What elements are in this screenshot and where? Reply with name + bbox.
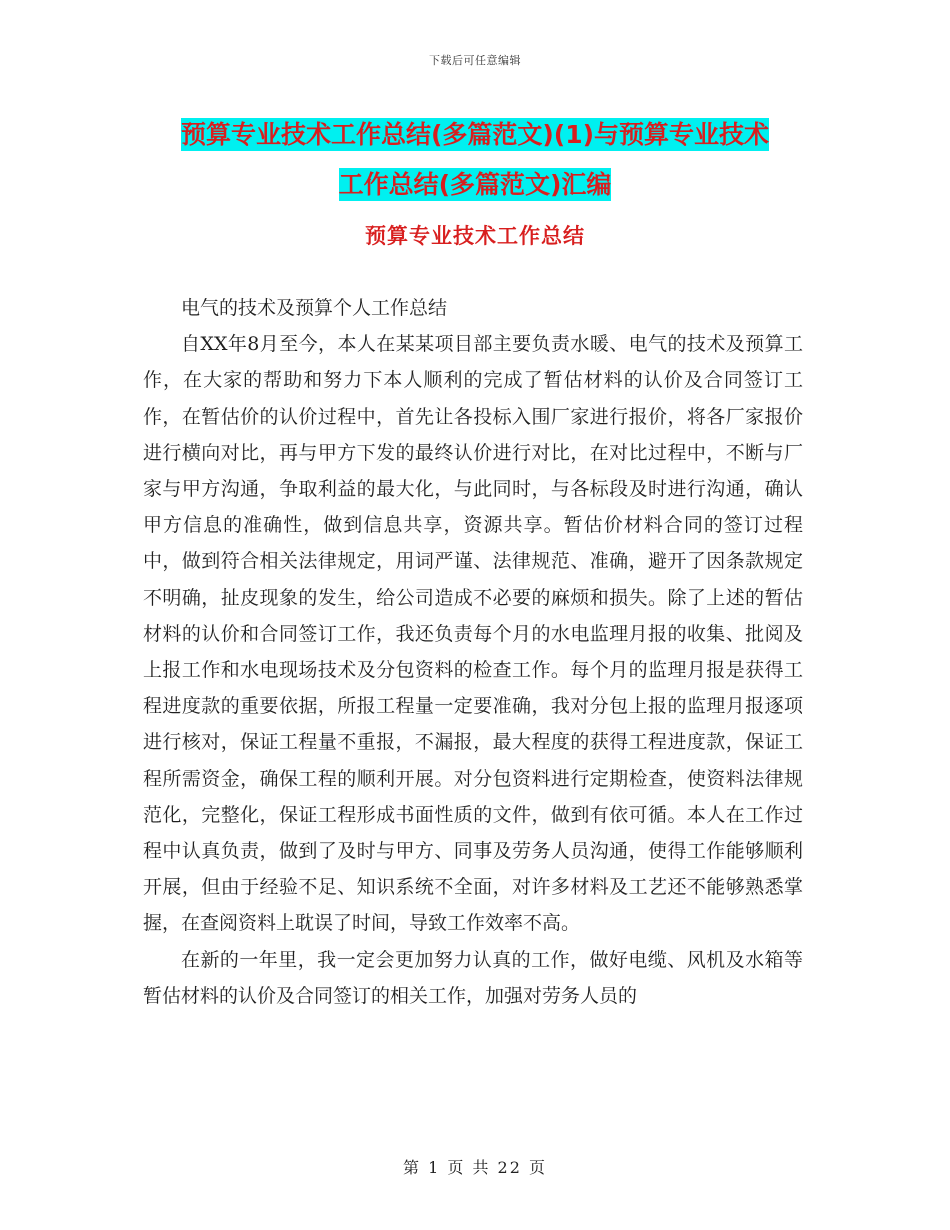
paragraph: 自XX年8月至今，本人在某某项目部主要负责水暖、电气的技术及预算工作，在大家的帮助和努力下本人顺利的完成了暂估材料的认价及合同签订工作，在暂估价的认价过程中，首先让各投标入围厂家进行报价，将各厂家报价进行横向对比，再与甲方下发的最终认价进行对比，在对比过程中，不断与厂家与甲方沟通，争取利益的最大化，与此同时，与各标段及时进行沟通，确认甲方信息的准确性，做到信息共享，资源共享。暂估价材料合同的签订过程中，做到符合相关法律规定，用词严谨、法律规范、准确，避开了因条款规定不明确，扯皮现象的发生，给公司造成不必要的麻烦和损失。除了上述的暂估材料的认价和合同签订工作，我还负责每个月的水电监理月报的收集、批阅及上报工作和水电现场技术及分包资料的检查工作。每个月的监理月报是获得工程进度款的重要依据，所报工程量一定要准确，我对分包上报的监理月报逐项进行核对，保证工程量不重报，不漏报，最大程度的获得工程进度款，保证工程所需资金，确保工程的顺利开展。对分包资料进行定期检查，使资料法律规范化，完整化，保证工程形成书面性质的文件，做到有依可循。本人在工作过程中认真负责，做到了及时与甲方、同事及劳务人员沟通，使得工作能够顺利开展，但由于经验不足、知识系统不全面，对许多材料及工艺还不能够熟悉掌握，在查阅资料上耽误了时间，导致工作效率不高。 bbox=[143, 333, 803, 935]
header-note: 下载后可任意编辑 bbox=[429, 54, 521, 67]
document-title bbox=[140, 110, 810, 210]
document-title-line-2: 工作总结(多篇范文)汇编 bbox=[338, 170, 612, 199]
page-footer: 第 1 页 共 22 页 bbox=[403, 1158, 547, 1177]
section-title: 预算专业技术工作总结 bbox=[365, 224, 585, 248]
document-title-line-1: 预算专业技术工作总结(多篇范文)(1)与预算专业技术 bbox=[180, 120, 770, 149]
paragraph: 电气的技术及预算个人工作总结 bbox=[181, 297, 448, 319]
body-text bbox=[143, 290, 803, 1014]
paragraph: 在新的一年里，我一定会更加努力认真的工作，做好电缆、风机及水箱等暂估材料的认价及合同签订的相关工作，加强对劳务人员的 bbox=[143, 948, 803, 1007]
